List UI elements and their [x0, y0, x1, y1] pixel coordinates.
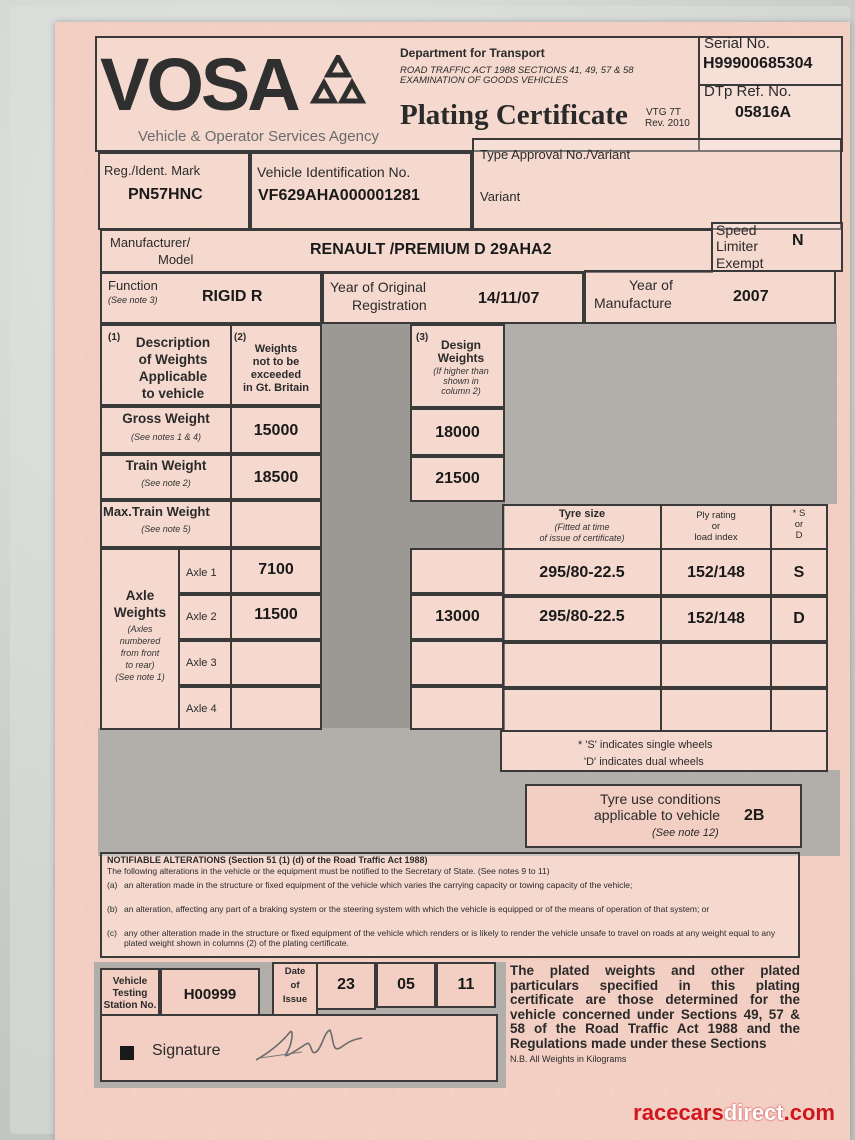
speed-label-3: Exempt [716, 255, 764, 271]
date-label-1: Date [284, 966, 306, 977]
train-gb-value: 18500 [253, 469, 299, 486]
alterations-title: NOTIFIABLE ALTERATIONS (Section 51 (1) (d) of the Road Traffic Act 1988) [107, 855, 428, 865]
axle-4-name: Axle 4 [186, 703, 217, 715]
axle-4-gb-box [230, 686, 322, 730]
col1-line-2: of Weights [138, 352, 208, 367]
col3-note-2: shown in [443, 376, 479, 386]
tyre-use-line-1: Tyre use conditions [600, 791, 721, 807]
handwritten-signature-icon [250, 1022, 370, 1068]
alteration-a-key: (a) [107, 880, 118, 890]
col3-line-1: Design [440, 338, 481, 352]
vosa-logo: VOSA [100, 43, 298, 126]
col2-line-4: in Gt. Britain [243, 382, 309, 394]
gross-note: (See notes 1 & 4) [130, 432, 202, 442]
reg-value: PN57HNC [128, 186, 203, 203]
alteration-b-text: an alteration, affecting any part of a braking system or the steering system with which the vehicle is equipped or of the means of operation of that system; or [124, 904, 710, 914]
signature-bullet-icon [120, 1046, 134, 1060]
tyre-size-note-1: (Fitted at time [554, 522, 610, 532]
axle-note-3: from front [120, 648, 160, 658]
act-line-1: ROAD TRAFFIC ACT 1988 SECTIONS 41, 49, 57 & 58 [400, 65, 634, 76]
axle-4-sd-box [770, 688, 828, 732]
yom-label-1: Year of [629, 277, 673, 293]
act-line-2: EXAMINATION OF GOODS VEHICLES [400, 75, 569, 86]
axle-3-ply-box [660, 642, 772, 688]
axle-1-gb: 7100 [258, 561, 294, 578]
date-label-3: Issue [282, 994, 308, 1005]
axle-4-ply-box [660, 688, 772, 732]
gross-gb-value: 15000 [253, 422, 299, 439]
dtp-ref: 05816A [735, 104, 792, 121]
alteration-c-key: (c) [107, 928, 117, 938]
axle-3-name: Axle 3 [186, 657, 217, 669]
tyre-use-note: (See note 12) [652, 827, 719, 839]
station-label-1: Vehicle [112, 976, 148, 987]
axle-3-design-box [410, 640, 505, 686]
shaded-block-lower-left [98, 728, 502, 856]
yom-value: 2007 [733, 288, 769, 305]
form-rev: Rev. 2010 [645, 118, 690, 129]
watermark-part-1: racecars [633, 1100, 724, 1125]
axle-2-ply: 152/148 [687, 610, 745, 627]
serial-number: H99900685304 [703, 55, 813, 72]
alteration-b-key: (b) [107, 904, 118, 914]
shaded-column [322, 324, 410, 728]
vosa-triangles-icon [308, 55, 368, 110]
speed-label-2: Limiter [716, 238, 759, 254]
axle-1-sd: S [793, 564, 805, 581]
watermark-part-3: .com [783, 1100, 835, 1125]
axle-2-sd: D [793, 610, 805, 627]
certificate-title: Plating Certificate [400, 99, 628, 131]
weights-note: N.B. All Weights in Kilograms [510, 1054, 627, 1064]
gross-design-value: 18000 [435, 424, 480, 441]
axle-4-tyre-box [502, 688, 662, 732]
variant-label: Variant [480, 189, 521, 204]
axle-note-4: to rear) [125, 660, 155, 670]
axle-4-design-box [410, 686, 505, 730]
ply-label-1: Ply rating [696, 510, 736, 521]
axle-3-gb-box [230, 640, 322, 686]
col1-line-3: Applicable [138, 369, 208, 384]
axle-note-2: numbered [119, 636, 161, 646]
tyre-size-label: Tyre size [558, 508, 606, 520]
axle-label-1: Axle [125, 588, 155, 603]
gross-label: Gross Weight [122, 411, 210, 426]
station-value: H00999 [183, 986, 237, 1003]
train-label: Train Weight [125, 458, 207, 473]
speed-label-1: Speed [716, 222, 757, 238]
col1-num: (1) [108, 332, 121, 343]
form-code: VTG 7T [646, 107, 682, 118]
yom-label-2: Manufacture [594, 295, 672, 311]
col2-num: (2) [234, 332, 247, 343]
tyre-size-note-2: of issue of certificate) [539, 533, 625, 543]
reg-label: Reg./Ident. Mark [104, 163, 201, 178]
ply-label-3: load index [694, 532, 738, 543]
tyre-use-line-2: applicable to vehicle [594, 807, 721, 823]
axle-2-gb: 11500 [254, 606, 298, 623]
sd-label-3: D [795, 530, 803, 541]
train-note: (See note 2) [141, 478, 191, 488]
col3-num: (3) [416, 332, 429, 343]
alteration-a-text: an alteration made in the structure or fixed equipment of the vehicle which varies the carrying capacity or towing capacity of the vehicle; [124, 880, 633, 890]
declaration-text: The plated weights and other plated particulars specified in this plating certificate are those determined for the vehicle concerned under Sections 49, 57 & 58 of the Road Traffic Act 1988 and the Regulations made under these Sections [510, 963, 800, 1051]
tyre-use-value: 2B [744, 807, 765, 824]
signature-label: Signature [152, 1042, 221, 1059]
axle-2-tyre: 295/80-22.5 [539, 608, 625, 625]
dtp-label: DTp Ref. No. [704, 83, 792, 100]
function-note: (See note 3) [108, 295, 158, 305]
yor-label-1: Year of Original [330, 279, 426, 295]
col3-note-1: (If higher than [433, 366, 489, 376]
issue-year: 11 [457, 976, 475, 993]
department: Department for Transport [400, 46, 545, 60]
manufacturer-label-2: Model [158, 252, 194, 267]
shaded-block-upper [505, 324, 837, 504]
col2-line-1: Weights [254, 343, 298, 355]
vin-value: VF629AHA000001281 [258, 187, 420, 204]
maxtrain-note: (See note 5) [141, 524, 191, 534]
col1-line-4: to vehicle [141, 386, 205, 401]
function-label: Function [108, 278, 158, 293]
axle-2-design: 13000 [435, 608, 480, 625]
col2-line-3: exceeded [250, 369, 302, 381]
axle-3-sd-box [770, 642, 828, 688]
station-label-3: Station No. [103, 1000, 157, 1011]
alterations-intro: The following alterations in the vehicle or the equipment must be notified to the Secretary of State. (See notes 9 to 11) [107, 866, 550, 876]
col2-line-2: not to be [252, 356, 300, 368]
issue-day: 23 [337, 976, 355, 993]
manufacturer-value: RENAULT /PREMIUM D 29AHA2 [310, 241, 552, 258]
axle-1-ply: 152/148 [687, 564, 745, 581]
maxtrain-label: Max.Train Weight [103, 504, 210, 519]
col3-line-2: Weights [437, 351, 485, 365]
alteration-c-text: any other alteration made in the structure or fixed equipment of the vehicle which renders or is likely to render the vehicle unsafe to travel on roads at any weight equal to any plated weight shown in columns (2) of the plating certificate. [124, 928, 776, 948]
station-label-2: Testing [112, 988, 148, 999]
manufacturer-label-1: Manufacturer/ [110, 235, 191, 250]
date-label-2: of [290, 980, 300, 991]
legend-single: * 'S' indicates single wheels [578, 739, 713, 751]
sd-label-2: or [794, 519, 804, 530]
axle-1-design-box [410, 548, 505, 594]
col3-note-3: column 2) [441, 386, 481, 396]
agency-name: Vehicle & Operator Services Agency [138, 128, 379, 145]
axle-3-tyre-box [502, 642, 662, 688]
ply-label-2: or [711, 521, 721, 532]
issue-month: 05 [397, 976, 415, 993]
axle-label-2: Weights [113, 605, 167, 620]
maxtrain-gb-box [230, 500, 322, 548]
type-approval-label: Type Approval No./Variant [480, 147, 631, 162]
legend-dual: 'D' indicates dual wheels [584, 756, 704, 768]
axle-1-tyre: 295/80-22.5 [539, 564, 625, 581]
axle-note-5: (See note 1) [115, 672, 165, 682]
axle-note-1: (Axles [127, 624, 153, 634]
axle-2-name: Axle 2 [186, 611, 217, 623]
axle-1-name: Axle 1 [186, 567, 217, 579]
watermark-part-2: direct [723, 1100, 784, 1125]
yor-label-2: Registration [352, 297, 427, 313]
col1-line-1: Description [135, 335, 211, 350]
shaded-block-mid [410, 500, 505, 548]
serial-label: Serial No. [704, 35, 770, 52]
vin-label: Vehicle Identification No. [257, 164, 411, 180]
speed-limiter-value: N [792, 232, 804, 249]
train-design-value: 21500 [435, 470, 480, 487]
sd-label-1: * S [792, 508, 806, 519]
function-value: RIGID R [202, 288, 263, 305]
yor-value: 14/11/07 [478, 290, 540, 307]
watermark [633, 1100, 835, 1126]
